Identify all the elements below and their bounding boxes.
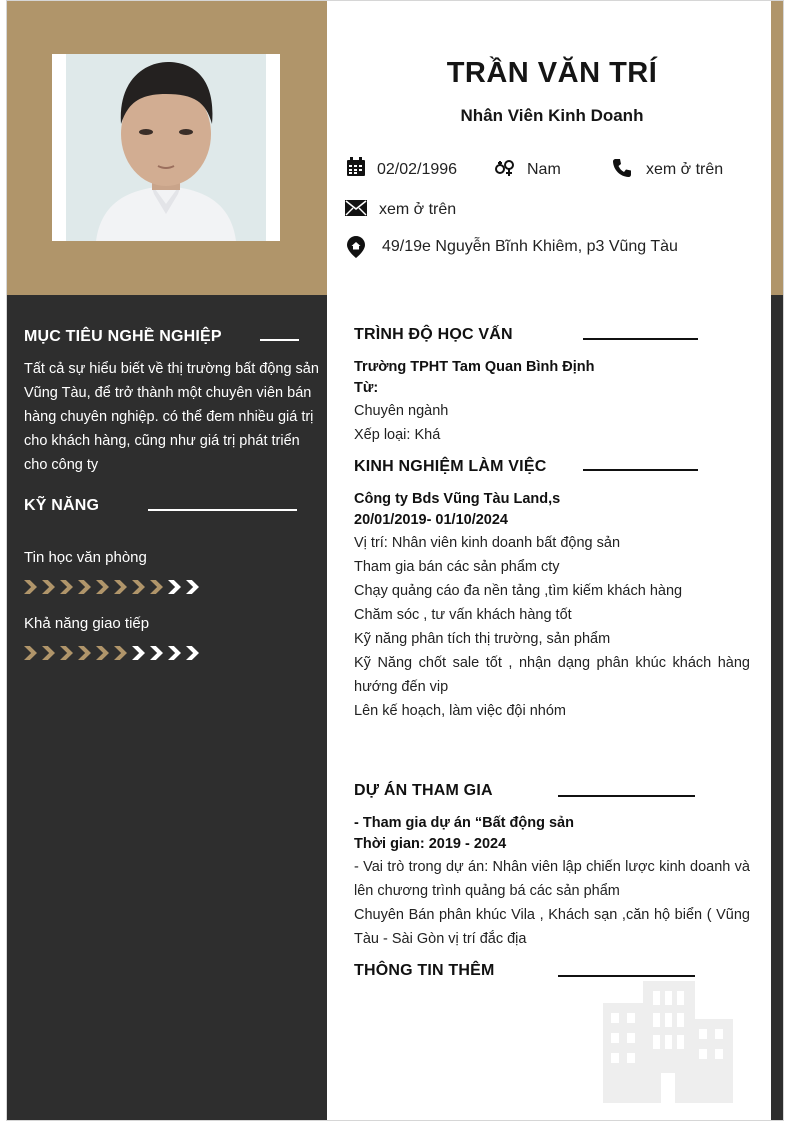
project-name: - Tham gia dự án “Bất động sản xyxy=(354,815,574,831)
calendar-icon xyxy=(346,157,366,177)
profile-photo xyxy=(52,54,280,241)
education-from: Từ: xyxy=(354,380,379,396)
skill-arrow-filled xyxy=(114,580,127,594)
skill-arrow-empty xyxy=(150,646,163,660)
skill-arrow-empty xyxy=(186,580,199,594)
skill-arrow-filled xyxy=(78,646,91,660)
objective-title: MỤC TIÊU NGHỀ NGHIỆP xyxy=(24,328,222,345)
education-grade: Xếp loại: Khá xyxy=(354,427,441,443)
skill-arrow-filled xyxy=(150,580,163,594)
experience-title: KINH NGHIỆM LÀM VIỆC xyxy=(354,458,547,475)
projects-title: DỰ ÁN THAM GIA xyxy=(354,782,493,799)
project-time: Thời gian: 2019 - 2024 xyxy=(354,836,507,852)
phone-icon xyxy=(612,158,632,178)
candidate-name: TRẦN VĂN TRÍ xyxy=(446,57,658,89)
skill-arrow-filled xyxy=(96,646,109,660)
skill-arrow-empty xyxy=(132,646,145,660)
skill-arrow-empty xyxy=(168,646,181,660)
cv-page xyxy=(6,0,784,1121)
skill-name: Khả năng giao tiếp xyxy=(24,615,150,632)
skill-rating xyxy=(24,646,204,660)
email-icon xyxy=(345,200,367,216)
skill-arrow-filled xyxy=(78,580,91,594)
experience-line: Vị trí: Nhân viên kinh doanh bất động sản xyxy=(354,535,621,551)
experience-line: Tham gia bán các sản phẩm cty xyxy=(354,559,560,575)
experience-company: Công ty Bds Vũng Tàu Land,s xyxy=(354,491,561,507)
skills-title-underline xyxy=(148,509,297,511)
experience-title-underline xyxy=(583,469,698,471)
gender-icon xyxy=(494,157,516,177)
skill-name: Tin học văn phòng xyxy=(24,549,147,566)
gender: Nam xyxy=(527,161,561,178)
experience-line: Lên kế hoạch, làm việc đội nhóm xyxy=(354,703,566,719)
candidate-role: Nhân Viên Kinh Doanh xyxy=(460,106,644,125)
project-line: Chuyên Bán phân khúc Vila , Khách sạn ,căn hộ biển ( Vũng Tàu - Sài Gòn vị trí đắc địa xyxy=(354,907,750,947)
skill-arrow-filled xyxy=(24,646,37,660)
education-school: Trường TPHT Tam Quan Bình Định xyxy=(354,359,595,375)
skill-arrow-filled xyxy=(60,580,73,594)
education-title: TRÌNH ĐỘ HỌC VẤN xyxy=(354,326,513,343)
extra-info-title: THÔNG TIN THÊM xyxy=(354,962,495,979)
skill-arrow-filled xyxy=(132,580,145,594)
address: 49/19e Nguyễn Bĩnh Khiêm, p3 Vũng Tàu xyxy=(382,238,678,255)
project-line: - Vai trò trong dự án: Nhân viên lập chiến lược kinh doanh và lên chương trình quảng bá các sản phẩm xyxy=(354,859,750,899)
objective-text: Tất cả sự hiểu biết về thị trường bất động sản Vũng Tàu, để trở thành một chuyên viên bán hàng chuyên nghiệp. có thể đem nhiều giá trị cho khách hàng, cũng như giá trị phát triển cho công ty xyxy=(24,361,319,473)
education-title-underline xyxy=(583,338,698,340)
experience-period: 20/01/2019- 01/10/2024 xyxy=(354,512,508,528)
experience-line: Chạy quảng cáo đa nền tảng ,tìm kiếm khách hàng xyxy=(354,583,683,599)
skill-arrow-filled xyxy=(60,646,73,660)
projects-title-underline xyxy=(558,795,695,797)
skill-arrow-empty xyxy=(168,580,181,594)
right-accent-strip xyxy=(771,1,784,295)
phone: xem ở trên xyxy=(646,161,724,178)
skill-rating xyxy=(24,580,204,594)
skill-arrow-filled xyxy=(96,580,109,594)
portrait-image xyxy=(66,54,266,241)
skill-arrow-filled xyxy=(42,580,55,594)
objective-title-underline xyxy=(260,339,299,341)
experience-line: Kỹ Năng chốt sale tốt , nhận dạng phân khúc khách hàng hướng đến vip xyxy=(354,655,750,695)
skill-arrow-filled xyxy=(114,646,127,660)
skills-title: KỸ NĂNG xyxy=(24,497,100,514)
skill-arrow-filled xyxy=(24,580,37,594)
skill-arrow-empty xyxy=(186,646,199,660)
skill-arrow-filled xyxy=(42,646,55,660)
right-dark-strip xyxy=(771,295,784,1121)
education-major: Chuyên ngành xyxy=(354,403,449,419)
location-icon xyxy=(346,235,366,259)
experience-line: Chăm sóc , tư vấn khách hàng tốt xyxy=(354,607,572,623)
experience-line: Kỹ năng phân tích thị trường, sản phẩm xyxy=(354,631,611,647)
education-block xyxy=(354,357,750,447)
email: xem ở trên xyxy=(379,201,457,218)
birthdate: 02/02/1996 xyxy=(377,161,458,178)
building-watermark-icon xyxy=(603,981,738,1106)
experience-block xyxy=(354,489,750,723)
projects-block xyxy=(354,813,750,951)
extra-info-title-underline xyxy=(558,975,695,977)
